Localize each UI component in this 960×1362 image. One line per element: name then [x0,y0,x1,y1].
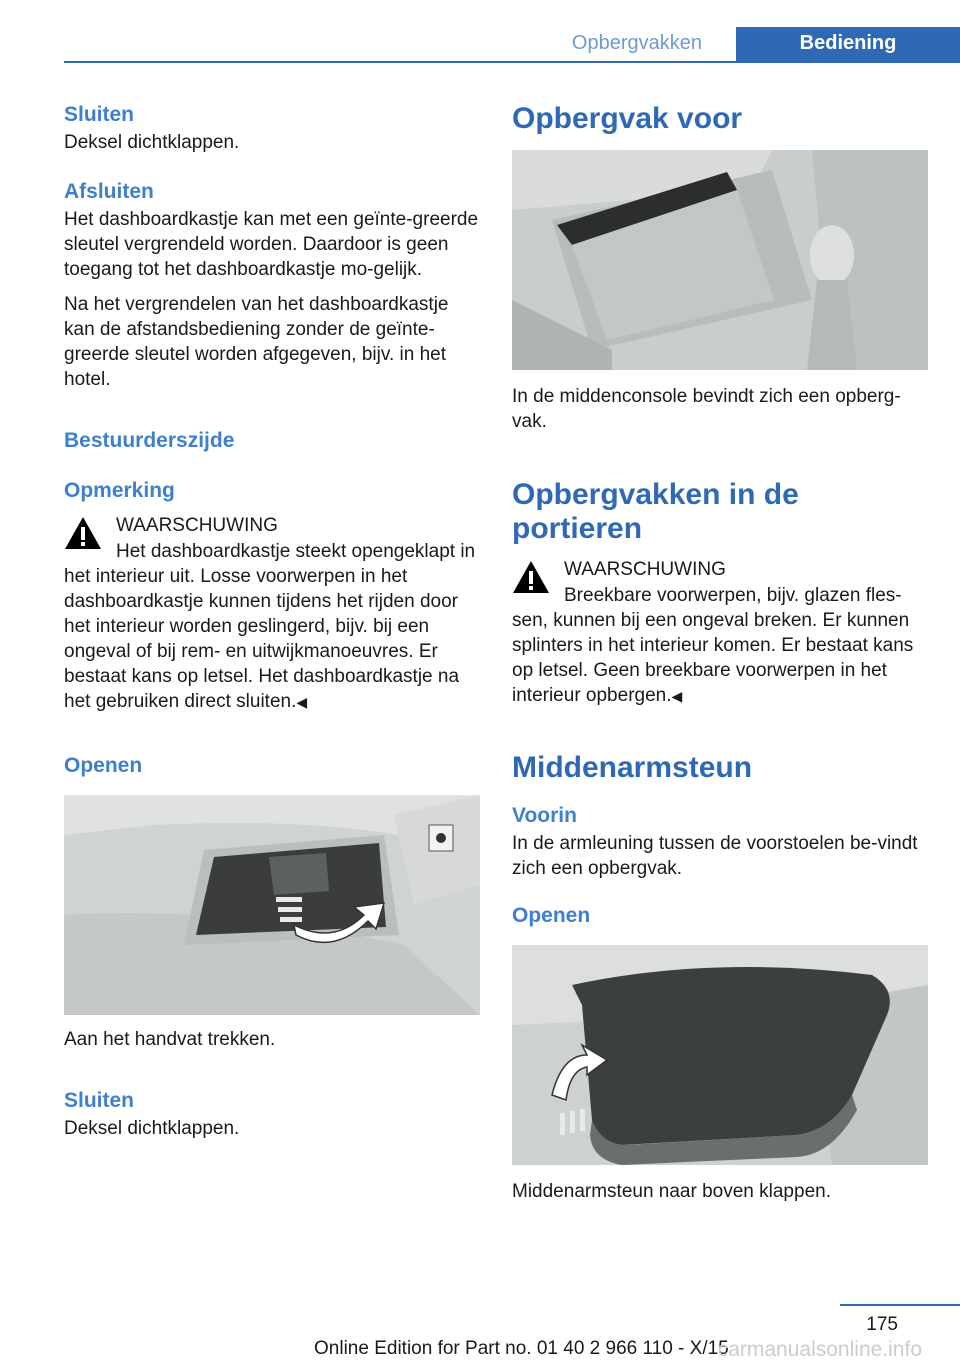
warning-body-2: Breekbare voorwerpen, bijv. glazen fles-sen, kunnen bij een ongeval breken. Er kunnen splinters in het interieur komen. Er bestaat kans op letsel. Geen breekbare voorwerpen in het interieur opbergen. [512,585,914,706]
heading-openen: Openen [64,754,143,777]
warning-triangle-icon [512,560,550,594]
heading-bestuurderszijde: Bestuurderszijde [64,429,235,452]
end-mark: ◀ [296,694,308,710]
edition-text: Online Edition for Part no. 01 40 2 966 110 - X/15 [314,1338,729,1359]
page-number: 175 [866,1314,898,1335]
illustration-glovebox [64,795,480,1015]
header-section-tab: Opbergvakken [571,32,702,54]
text-afsluiten-2: Na het vergrendelen van het dashboardkastje kan de afstandsbediening zonder de geïnte-greerde sleutel worden afgegeven, bijv. in het hotel. [64,294,449,390]
end-mark-2: ◀ [671,688,683,704]
header-rule [64,61,960,63]
warning-block-2 [512,556,928,709]
heading-sluiten: Sluiten [64,103,135,126]
right-column [512,100,928,1204]
text-voorin: In de armleuning tussen de voorstoelen be-vindt zich een opbergvak. [512,833,918,879]
text-middenarmsteun-openen: Middenarmsteun naar boven klappen. [512,1181,831,1202]
illustration-center-console [512,150,928,370]
warning-title-2: WAARSCHUWING [564,559,726,580]
heading-sluiten-2: Sluiten [64,1089,135,1112]
text-openen: Aan het handvat trekken. [64,1029,276,1050]
text-opbergvak-voor: In de middenconsole bevindt zich een opberg-vak. [512,386,901,432]
illustration-armrest [512,945,928,1165]
warning-text [64,539,480,715]
warning-body: Het dashboardkastje steekt opengeklapt in het interieur uit. Losse voorwerpen in het dashboardkastje kunnen tijdens het rijden door het interieur worden geslingerd, bijv. bij een ongeval of bij rem- en uitwijkmanoeuvres. Er bestaat kans op letsel. Het dashboardkastje na het gebruiken direct sluiten. [64,541,476,712]
warning-triangle-icon [64,516,102,550]
text-afsluiten-1: Het dashboardkastje kan met een geïnte-greerde sleutel vergrendeld worden. Daardoor is geen toegang tot het dashboardkastje mo-gelijk. [64,209,479,280]
page-footer [0,1304,960,1362]
warning-title: WAARSCHUWING [116,515,278,536]
footer-rule [840,1304,960,1306]
page-header [64,27,960,63]
warning-block [64,512,480,715]
heading-voorin: Voorin [512,804,577,827]
header-chapter-tab: Bediening [736,27,960,63]
heading-openen-2: Openen [512,904,591,927]
heading-portieren: Opbergvakken in de portieren [512,478,799,545]
heading-opbergvak-voor: Opbergvak voor [512,102,743,135]
warning-text-2 [512,583,928,709]
text-sluiten: Deksel dichtklappen. [64,132,240,153]
watermark: carmanualsonline.info [717,1338,922,1361]
heading-afsluiten: Afsluiten [64,180,154,203]
left-column [64,100,480,1141]
text-sluiten-2: Deksel dichtklappen. [64,1118,240,1139]
heading-middenarmsteun: Middenarmsteun [512,751,753,784]
heading-opmerking: Opmerking [64,479,175,502]
